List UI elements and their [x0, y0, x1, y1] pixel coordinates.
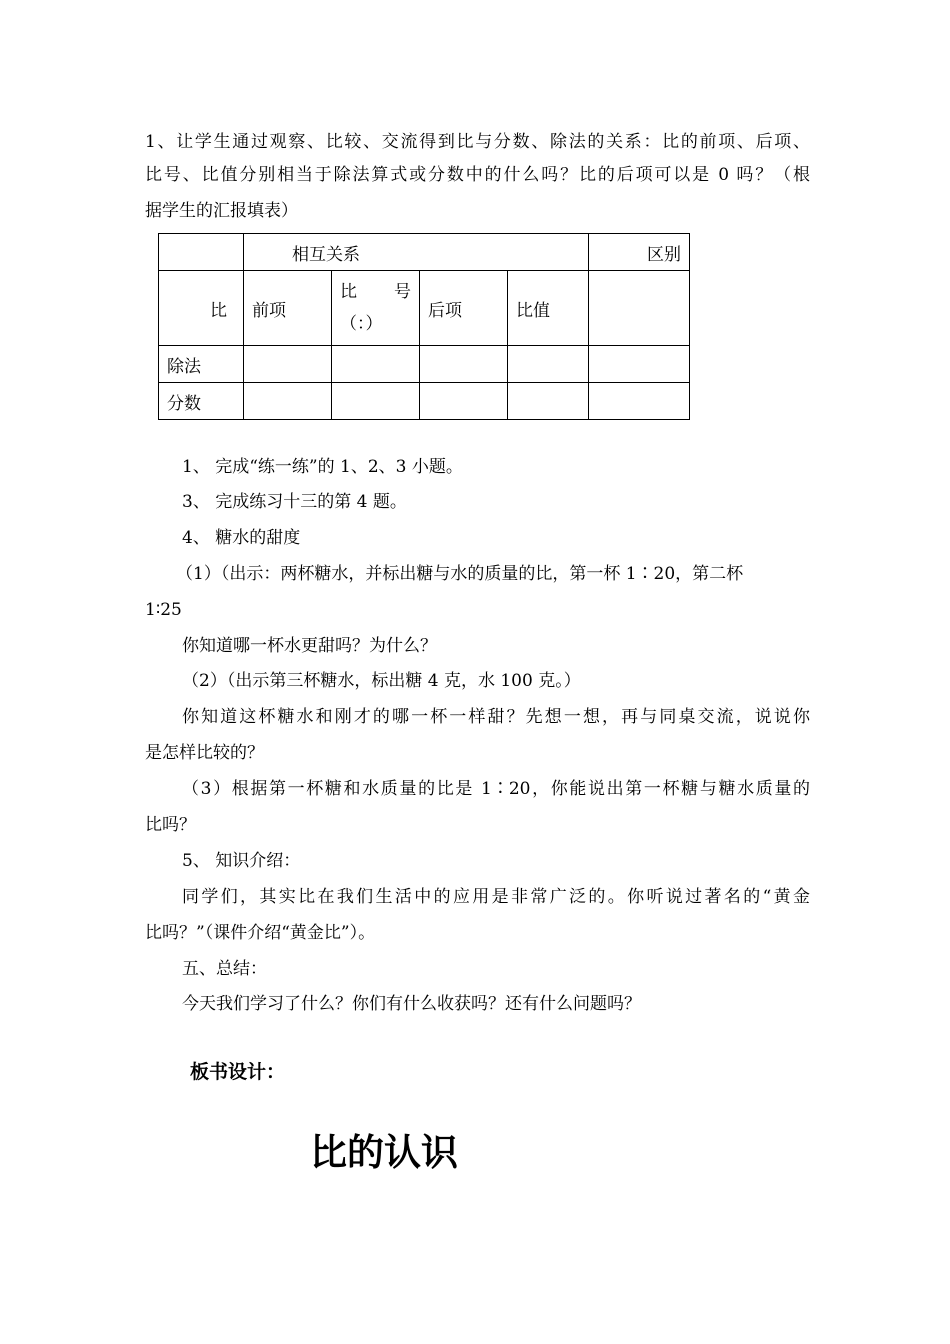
- question-2-line-a: 你知道这杯糖水和刚才的哪一杯一样甜？先想一想，再与同桌交流，说说你: [182, 707, 810, 727]
- knowledge-line-b: 比吗？”（课件介绍“黄金比”）。: [145, 923, 376, 943]
- question-1: 你知道哪一杯水更甜吗？为什么？: [182, 636, 437, 656]
- table-header-row: [159, 234, 690, 271]
- table-row-fraction: [159, 383, 690, 420]
- part-3-line-b: 比吗？: [145, 815, 196, 835]
- table-row-division: [159, 346, 690, 383]
- intro-line-3: 据学生的汇报填表）: [145, 201, 298, 221]
- col-back: 后项: [420, 271, 508, 346]
- header-relation: 相互关系: [244, 234, 589, 271]
- part-2: （2）（出示第三杯糖水，标出糖 4 克，水 100 克。）: [182, 671, 581, 691]
- col-sign-bottom: （：）: [340, 314, 383, 334]
- part-1-line-a: （1）（出示：两杯糖水，并标出糖与水的质量的比，第一杯 1∶20，第二杯: [176, 564, 744, 584]
- board-label: 板书设计：: [190, 1061, 286, 1083]
- part-3-line-a: （3）根据第一杯糖和水质量的比是 1∶20，你能说出第一杯糖与糖水质量的: [182, 779, 810, 799]
- summary-title: 五、总结：: [182, 959, 267, 979]
- part-1-line-b: 1∶25: [145, 600, 182, 620]
- board-title: 比的认识: [310, 1131, 458, 1174]
- col-sign-top-right: 号: [394, 282, 411, 302]
- col-value: 比值: [508, 271, 589, 346]
- item-1: 1、 完成“练一练”的 1、2、3 小题。: [182, 457, 463, 477]
- col-sign: [332, 271, 420, 346]
- knowledge-line-a: 同学们，其实比在我们生活中的应用是非常广泛的。你听说过著名的“黄金: [182, 887, 810, 907]
- summary-text: 今天我们学习了什么？你们有什么收获吗？还有什么问题吗？: [182, 994, 641, 1014]
- relation-table: [158, 233, 690, 420]
- header-difference: 区别: [589, 234, 690, 271]
- item-4: 4、 糖水的甜度: [182, 528, 301, 548]
- row-label-ratio: 比: [159, 271, 244, 346]
- item-3: 3、 完成练习十三的第 4 题。: [182, 492, 407, 512]
- col-sign-top-left: 比: [340, 282, 357, 302]
- table-row-ratio: [159, 271, 690, 346]
- row-label-fraction: 分数: [159, 383, 244, 420]
- intro-line-1: 1、让学生通过观察、比较、交流得到比与分数、除法的关系：比的前项、后项、: [145, 132, 810, 152]
- col-front: 前项: [244, 271, 332, 346]
- row-label-division: 除法: [159, 346, 244, 383]
- item-5: 5、 知识介绍：: [182, 851, 301, 871]
- question-2-line-b: 是怎样比较的？: [145, 743, 264, 763]
- intro-line-2: 比号、比值分别相当于除法算式或分数中的什么吗？比的后项可以是 0 吗？（根: [145, 165, 810, 185]
